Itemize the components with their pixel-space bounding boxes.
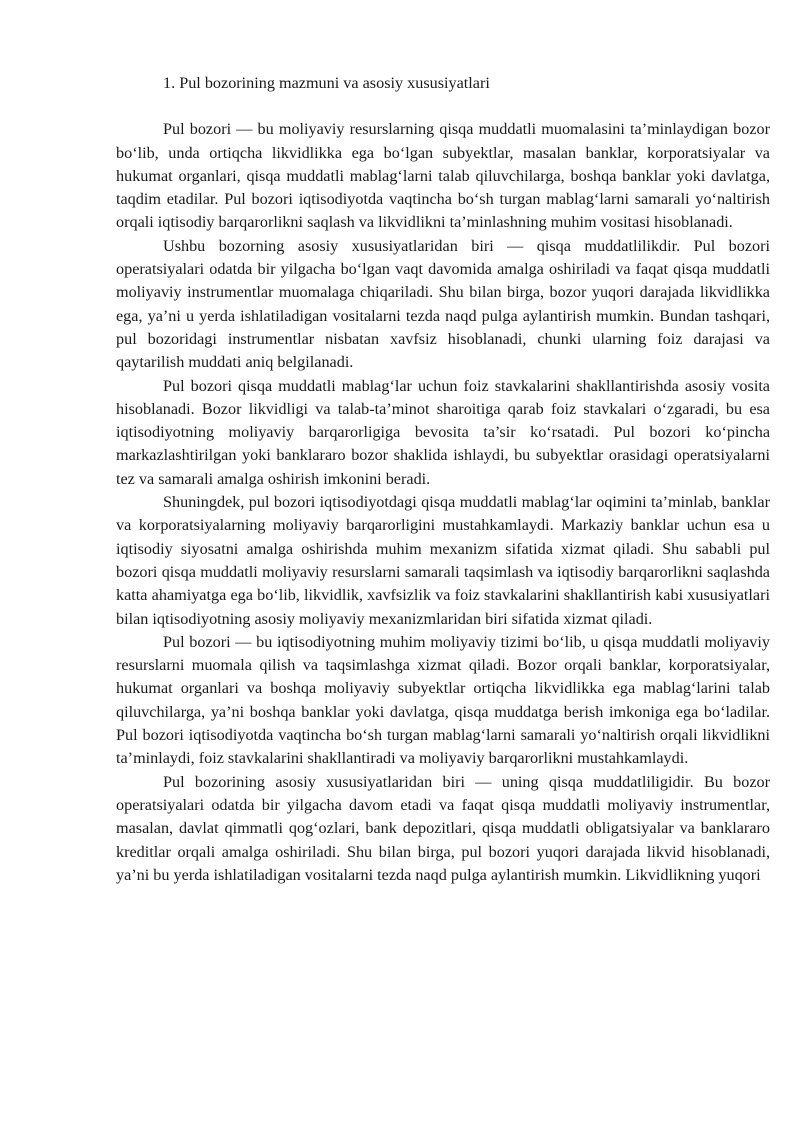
paragraph: Pul bozorining asosiy xususiyatlaridan biri — uning qisqa muddatliligidir. Bu bozor operatsiyalari odatda bir yilgacha davom etadi va faqat qisqa muddatli moliyaviy instrumentlar, masalan, davlat qimmatli qog‘ozlari, bank depozitlari, qisqa muddatli obligatsiyalar va banklararo kreditlar orqali amalga oshiriladi. Shu bilan birga, pul bozori yuqori darajada likvid hisoblanadi, ya’ni bu yerda ishlatiladigan vositalarni tezda naqd pulga aylantirish mumkin. Likvidlikning yuqori — [116, 772, 770, 884]
paragraph: Pul bozori qisqa muddatli mablag‘lar uchun foiz stavkalarini shakllantirishda asosiy vosita hisoblanadi. Bozor likvidligi va talab-ta’minot sharoitiga qarab foiz stavkalari o‘zgaradi, bu esa iqtisodiyotning moliyaviy barqarorligiga bevosita ta’sir ko‘rsatadi. Pul bozori ko‘pincha markazlashtirilgan yoki banklararo bozor shaklida ishlaydi, bu subyektlar orasidagi operatsiyalarni tez va samarali amalga oshirish imkonini beradi. — [116, 376, 770, 488]
paragraph: Shuningdek, pul bozori iqtisodiyotdagi qisqa muddatli mablag‘lar oqimini ta’minlab, banklar va korporatsiyalarning moliyaviy barqarorligini mustahkamlaydi. Markaziy banklar uchun esa u iqtisodiy siyosatni amalga oshirishda muhim mexanizm sifatida xizmat qiladi. Shu sababli pul bozori qisqa muddatli moliyaviy resurslarni samarali taqsimlash va iqtisodiy barqarorlikni saqlashda katta ahamiyatga ega bo‘lib, likvidlik, xavfsizlik va foiz stavkalarini shakllantirish kabi xususiyatlari bilan iqtisodiyotning asosiy moliyaviy mexanizmlaridan biri sifatida xizmat qiladi. — [116, 493, 770, 628]
paragraph: Pul bozori — bu moliyaviy resurslarning qisqa muddatli muomalasini ta’minlaydigan bozor bo‘lib, unda ortiqcha likvidlikka ega bo‘lgan subyektlar, masalan banklar, korporatsiyalar va hukumat organlari, qisqa muddatli mablag‘larni talab qiluvchilarga, boshqa banklar yoki davlatga, taqdim etadilar. Pul bozori iqtisodiyotda vaqtincha bo‘sh turgan mablag‘larni samarali yo‘naltirish orqali iqtisodiy barqarorlikni saqlash va likvidlikni ta’minlashning muhim vositasi hisoblanadi. — [116, 120, 770, 232]
document-page — [116, 72, 770, 887]
section-heading: 1. Pul bozorining mazmuni va asosiy xususiyatlari — [163, 74, 490, 92]
paragraph: Ushbu bozorning asosiy xususiyatlaridan biri — qisqa muddatlilikdir. Pul bozori operatsiyalari odatda bir yilgacha bo‘lgan vaqt davomida amalga oshiriladi va faqat qisqa muddatli moliyaviy instrumentlar muomalaga chiqariladi. Shu bilan birga, bozor yuqori darajada likvidlikka ega, ya’ni u yerda ishlatiladigan vositalarni tezda naqd pulga aylantirish mumkin. Bundan tashqari, pul bozoridagi instrumentlar nisbatan xavfsiz hisoblanadi, chunki ularning foiz darajasi va qaytarilish muddati aniq belgilanadi. — [116, 236, 770, 372]
paragraph: Pul bozori — bu iqtisodiyotning muhim moliyaviy tizimi bo‘lib, u qisqa muddatli moliyaviy resurslarni muomala qilish va taqsimlashga xizmat qiladi. Bozor orqali banklar, korporatsiyalar, hukumat organlari va boshqa moliyaviy subyektlar ortiqcha likvidlikka ega mablag‘larini talab qiluvchilarga, ya’ni boshqa banklar yoki davlatga, qisqa muddatga berish imkoniga ega bo‘ladilar. Pul bozori iqtisodiyotda vaqtincha bo‘sh turgan mablag‘larni samarali yo‘naltirish orqali likvidlikni ta’minlaydi, foiz stavkalarini shakllantiradi va moliyaviy barqarorlikni mustahkamlaydi. — [116, 632, 770, 768]
